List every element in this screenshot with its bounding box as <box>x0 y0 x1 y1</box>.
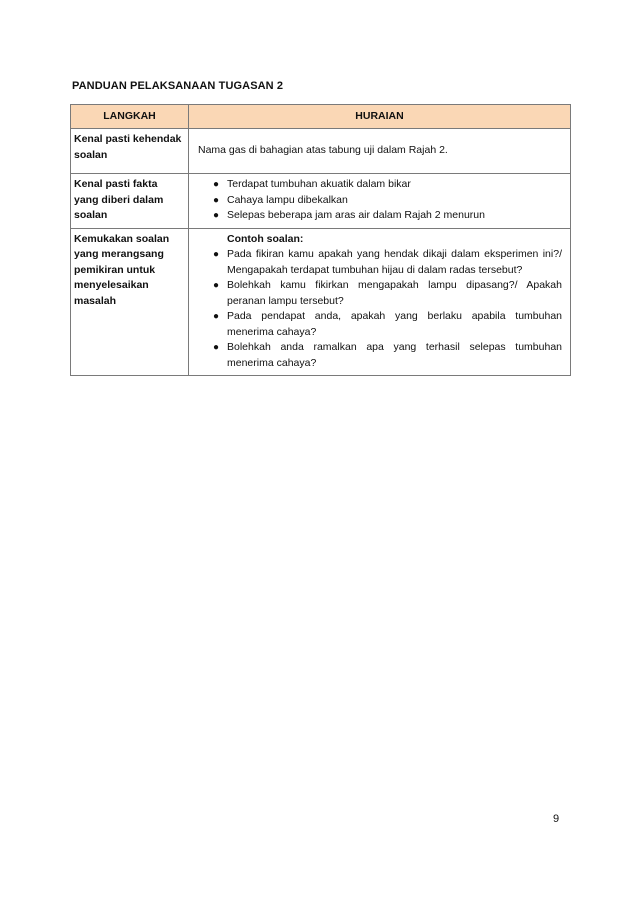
bullet-icon: ● <box>213 342 220 353</box>
bullet-icon: ● <box>213 280 220 291</box>
bullet-icon: ● <box>213 311 220 322</box>
list-item <box>189 340 562 371</box>
page-title: PANDUAN PELAKSANAAN TUGASAN 2 <box>72 80 284 92</box>
table-row <box>71 129 571 174</box>
step-cell: Kemukakan soalan yang merangsang pemikiran untuk menyelesaikan masalah <box>71 228 189 376</box>
description-cell: Nama gas di bahagian atas tabung uji dalam Rajah 2. <box>189 129 571 174</box>
list-item <box>189 309 562 340</box>
step-cell: Kenal pasti fakta yang diberi dalam soalan <box>71 174 189 229</box>
bullet-icon: ● <box>213 179 220 190</box>
bullet-icon: ● <box>213 194 220 206</box>
list-item <box>189 278 562 309</box>
table-header-row <box>71 105 571 129</box>
list-item-text: Pada fikiran kamu apakah yang hendak dikaji dalam eksperimen ini?/ Mengapakah terdapat tumbuhan hijau di dalam radas tersebut? <box>227 248 562 276</box>
list-item-text: Terdapat tumbuhan akuatik dalam bikar <box>227 178 411 190</box>
list-item-text: Cahaya lampu dibekalkan <box>227 193 348 206</box>
list-item-text: Bolehkah anda ramalkan apa yang terhasil selepas tumbuhan menerima cahaya? <box>227 341 562 369</box>
step-cell: Kenal pasti kehendak soalan <box>71 129 189 174</box>
sample-questions-heading: Contoh soalan: <box>227 232 304 245</box>
header-langkah: LANGKAH <box>71 105 189 129</box>
fact-list <box>189 177 562 224</box>
bullet-icon: ● <box>213 210 220 221</box>
sample-question-list <box>189 247 562 371</box>
guide-table <box>70 104 571 376</box>
list-item <box>189 177 562 193</box>
bullet-icon: ● <box>213 249 220 260</box>
list-item-text: Selepas beberapa jam aras air dalam Rajah 2 menurun <box>227 209 485 221</box>
list-item-text: Pada pendapat anda, apakah yang berlaku apabila tumbuhan menerima cahaya? <box>227 310 562 338</box>
list-item <box>189 208 562 224</box>
page-number: 9 <box>553 813 560 825</box>
list-item <box>189 193 562 209</box>
header-huraian: HURAIAN <box>189 105 571 129</box>
description-cell <box>189 174 571 229</box>
list-item-text: Bolehkah kamu fikirkan mengapakah lampu dipasang?/ Apakah peranan lampu tersebut? <box>227 279 562 307</box>
table-row <box>71 174 571 229</box>
description-cell <box>189 228 571 376</box>
table-row <box>71 228 571 376</box>
list-item <box>189 247 562 278</box>
